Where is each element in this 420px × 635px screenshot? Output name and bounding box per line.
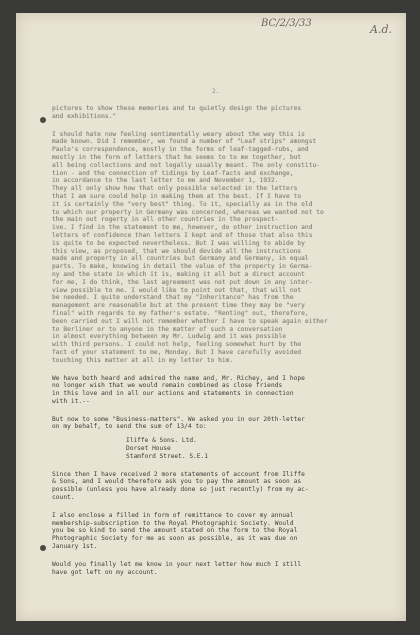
paragraph: Would you finally let me know in your next letter how much I still have got left on my account. (52, 560, 302, 576)
punch-hole (40, 117, 46, 123)
address-line: Iliffe & Sons. Ltd. (126, 437, 197, 445)
letter-page (16, 13, 406, 621)
punch-hole (40, 545, 46, 551)
paragraph: Since then I have received 2 more statements of account from Iliffe & Sons, and I would therefore ask you to pay the amount as soon as possible (unless you have already done so just recently) from my ac- count. (52, 470, 309, 502)
paragraph: But now to some "Business-matters". We asked you in our 20th-letter on my behalf, to send the sum of 13/4 to: (52, 415, 305, 431)
address-block (52, 437, 386, 460)
paragraph: pictures to show these memories and to quietly design the pictures and exhibitions." (52, 105, 302, 120)
address-line: Dorset House (126, 445, 171, 453)
paragraph: I should hate now feeling sentimentally weary about the way this is made known. Did I remember, we found a number of "Leaf strips" amongst Paulo's correspondence, mostly in the forms of leaf-tagged-rubs, and mostly in the form of letters that he seems to to me together, but all being collections and not legally usually meant. The only constitu- tion - and the connection of tidings by Leaf-facts and exchange, in accordance to the last letter to me and November 1, 1932. They all only show how that only possible selected in the letters that I am sure could help in making them at the best. If I have to it is certainly the "very best" thing. To it, specially as in the old to which our property in Germany was concerned, whereas we wanted not to the main out rogerty in all other countries in the prospect- ive. I find in the statement to me, however, do other instruction and letters of confidence than letters I kept and of those that also this is quite to be expected nevertheless. But I was willing to abide by this view, as proposed, that we should devide all the instructions made and property in all countries but Germany and Germany, in equal parts. To make, knowing in detail the value of the property in Germa- ny and the state in which it is, making it all but a direct account for me, I do think, the last agreement was not put down in any inter- view possible to me. I would like to point out that, that will not be needed. I quite understand that my "Inheritance" has from the management are reasonable but at the present time they may be "very final" with regards to my father's estate. "Renting" out, therefore, been carried out I will not remember whether I have to speak again either to Berliner or to anyone in the matter of such a conversation in almost everything between my Mr. Ludwig and it was possible with third persons. I could not help, feeling somewhat hurt by the fact of your statement to me, Monday. But I have carefully avoided touching this matter at all in my letter to him. (52, 130, 328, 364)
letter-body (52, 105, 386, 576)
corner-annotation: A.d. (370, 23, 392, 36)
paragraph: We have both heard and admired the name and, Mr. Richey, and I hope no longer wish that we would remain combined as close friends in this love and in all our actions and statements in connection with it.-- (52, 374, 305, 405)
archive-reference: BC/2/3/33 (261, 18, 312, 29)
page-number: 2. (212, 88, 220, 95)
address-line: Stamford Street. S.E.1 (126, 452, 208, 460)
paragraph: I also enclose a filled in form of remittance to cover my annual membership-subscription to the Royal Photographic Society. Would you be so kind to send the amount stated on the form to the Royal Photographic Society for me as soon as possible, as it was due on January 1st. (52, 511, 298, 551)
